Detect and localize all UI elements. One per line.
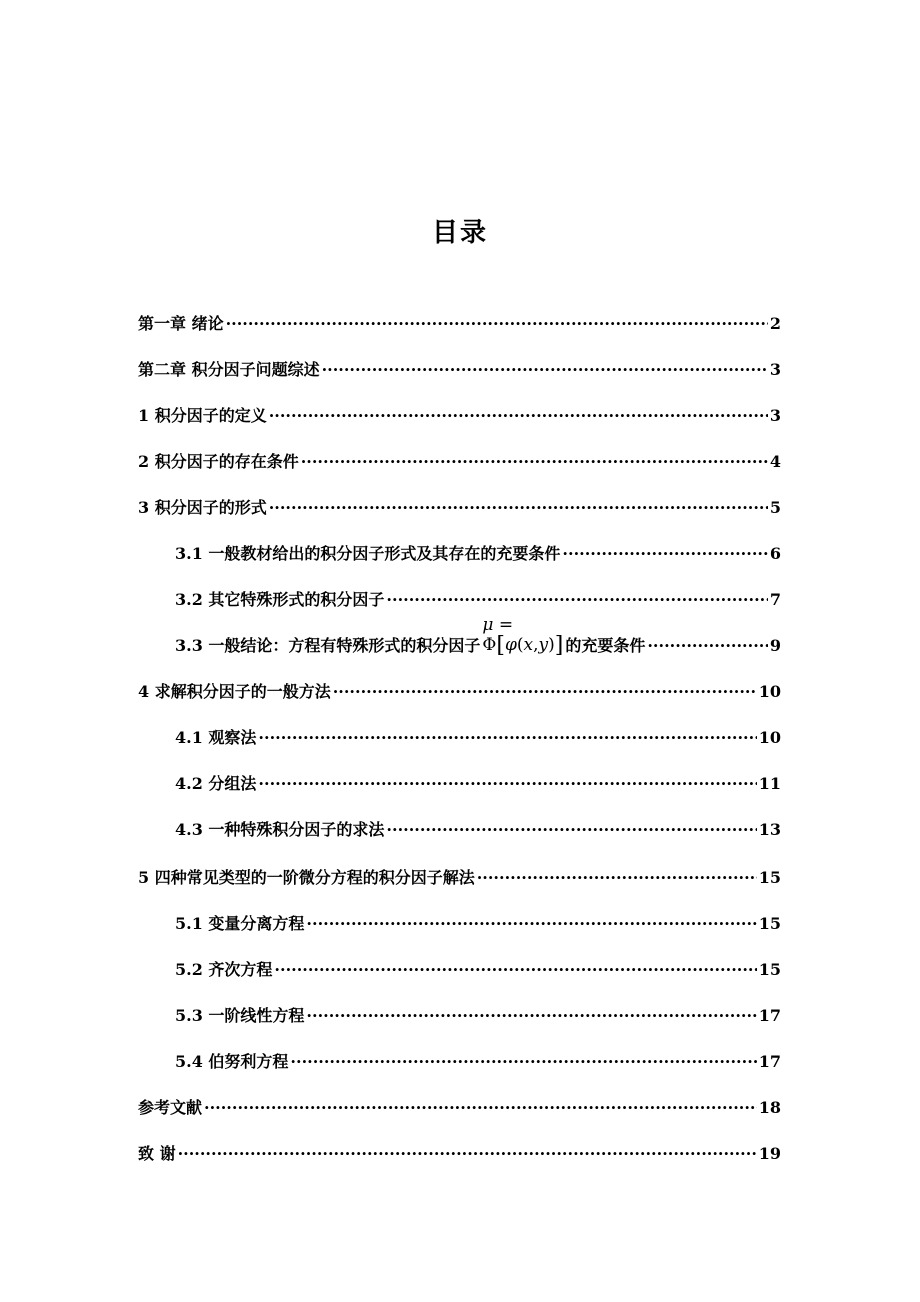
toc-entry-section-5-4[interactable]: [175, 1048, 781, 1072]
toc-entry-page: 15: [758, 868, 781, 887]
toc-entry-label: 1 积分因子的定义: [138, 406, 267, 425]
dot-leader: [647, 636, 768, 656]
dot-leader: [386, 820, 756, 840]
dot-leader: [258, 728, 756, 748]
toc-entry-page: 3: [769, 406, 781, 425]
dot-leader: [204, 1098, 757, 1118]
dot-leader: [306, 914, 756, 934]
dot-leader: [477, 868, 757, 888]
toc-entry-references[interactable]: [138, 1094, 781, 1118]
dot-leader: [178, 1144, 757, 1164]
toc-entry-label: 致 谢: [138, 1144, 176, 1163]
dot-leader: [301, 452, 768, 472]
toc-entry-page: 10: [758, 728, 781, 747]
toc-entry-section-3-1[interactable]: [175, 540, 781, 564]
toc-entry-page: 15: [758, 960, 781, 979]
toc-entry-label: 5.4 伯努利方程: [175, 1052, 289, 1071]
toc-entry-section-4-1[interactable]: [175, 724, 781, 748]
toc-entry-section-3[interactable]: [138, 494, 781, 518]
dot-leader: [274, 960, 756, 980]
dot-leader: [306, 1006, 756, 1026]
dot-leader: [226, 314, 768, 334]
toc-entry-label: 4.3 一种特殊积分因子的求法: [175, 820, 385, 839]
toc-entry-section-5-1[interactable]: [175, 910, 781, 934]
toc-entry-label: 3.3 一般结论：方程有特殊形式的积分因子: [175, 636, 481, 655]
toc-entry-label-suffix: 的充要条件: [565, 636, 646, 655]
toc-entry-page: 17: [758, 1006, 781, 1025]
toc-entry-section-2[interactable]: [138, 448, 781, 472]
toc-entry-label: 5.1 变量分离方程: [175, 914, 305, 933]
toc-entry-label: 参考文献: [138, 1098, 203, 1117]
dot-leader: [322, 360, 768, 380]
dot-leader: [333, 682, 757, 702]
toc-entry-page: 4: [769, 452, 781, 471]
dot-leader: [258, 774, 756, 794]
toc-entry-page: 19: [758, 1144, 781, 1163]
toc-entry-label: 第一章 绪论: [138, 314, 224, 333]
toc-entry-label: 4.1 观察法: [175, 728, 257, 747]
toc-entry-section-3-2[interactable]: [175, 586, 781, 610]
toc-entry-section-5-3[interactable]: [175, 1002, 781, 1026]
toc-entry-label: 4 求解积分因子的一般方法: [138, 682, 331, 701]
page-title: 目录: [431, 218, 488, 248]
dot-leader: [562, 544, 767, 564]
toc-entry-label: 第二章 积分因子问题综述: [138, 360, 320, 379]
toc-entry-section-5[interactable]: [138, 864, 781, 888]
toc-entry-acknowledgements[interactable]: [138, 1140, 781, 1164]
toc-entry-page: 13: [758, 820, 781, 839]
toc-entry-section-4[interactable]: [138, 678, 781, 702]
toc-entry-label: 2 积分因子的存在条件: [138, 452, 299, 471]
toc-entry-section-4-2[interactable]: [175, 770, 781, 794]
dot-leader: [269, 406, 768, 426]
dot-leader: [386, 590, 767, 610]
toc-entry-page: 15: [758, 914, 781, 933]
toc-entry-section-1[interactable]: [138, 402, 781, 426]
toc-entry-label: 3 积分因子的形式: [138, 498, 267, 517]
toc-entry-label: 3.1 一般教材给出的积分因子形式及其存在的充要条件: [175, 544, 561, 563]
toc-entry-page: 3: [769, 360, 781, 379]
toc-entry-label: 3.2 其它特殊形式的积分因子: [175, 590, 385, 609]
toc-entry-page: 5: [769, 498, 781, 517]
dot-leader: [269, 498, 768, 518]
toc-entry-section-5-2[interactable]: [175, 956, 781, 980]
toc-entry-label: 5 四种常见类型的一阶微分方程的积分因子解法: [138, 868, 475, 887]
toc-entry-page: 2: [769, 314, 781, 333]
toc-entry-section-4-3[interactable]: [175, 816, 781, 840]
toc-entry-page: 6: [769, 544, 781, 563]
toc-entry-section-3-3[interactable]: [175, 615, 781, 658]
toc-entry-page: 17: [758, 1052, 781, 1071]
toc-entry-page: 18: [758, 1098, 781, 1117]
toc-entry-page: 10: [758, 682, 781, 701]
toc-entry-label: 5.2 齐次方程: [175, 960, 273, 979]
toc-entry-chapter-1[interactable]: [138, 310, 781, 334]
toc-entry-page: 7: [769, 590, 781, 609]
toc-entry-chapter-2[interactable]: [138, 356, 781, 380]
formula-mu-phi: μ = Φ[φ(x,y)]: [482, 615, 564, 658]
dot-leader: [290, 1052, 756, 1072]
toc-entry-page: 9: [769, 636, 781, 655]
toc-entry-label: 5.3 一阶线性方程: [175, 1006, 305, 1025]
toc-entry-label: 4.2 分组法: [175, 774, 257, 793]
toc-entry-page: 11: [758, 774, 781, 793]
